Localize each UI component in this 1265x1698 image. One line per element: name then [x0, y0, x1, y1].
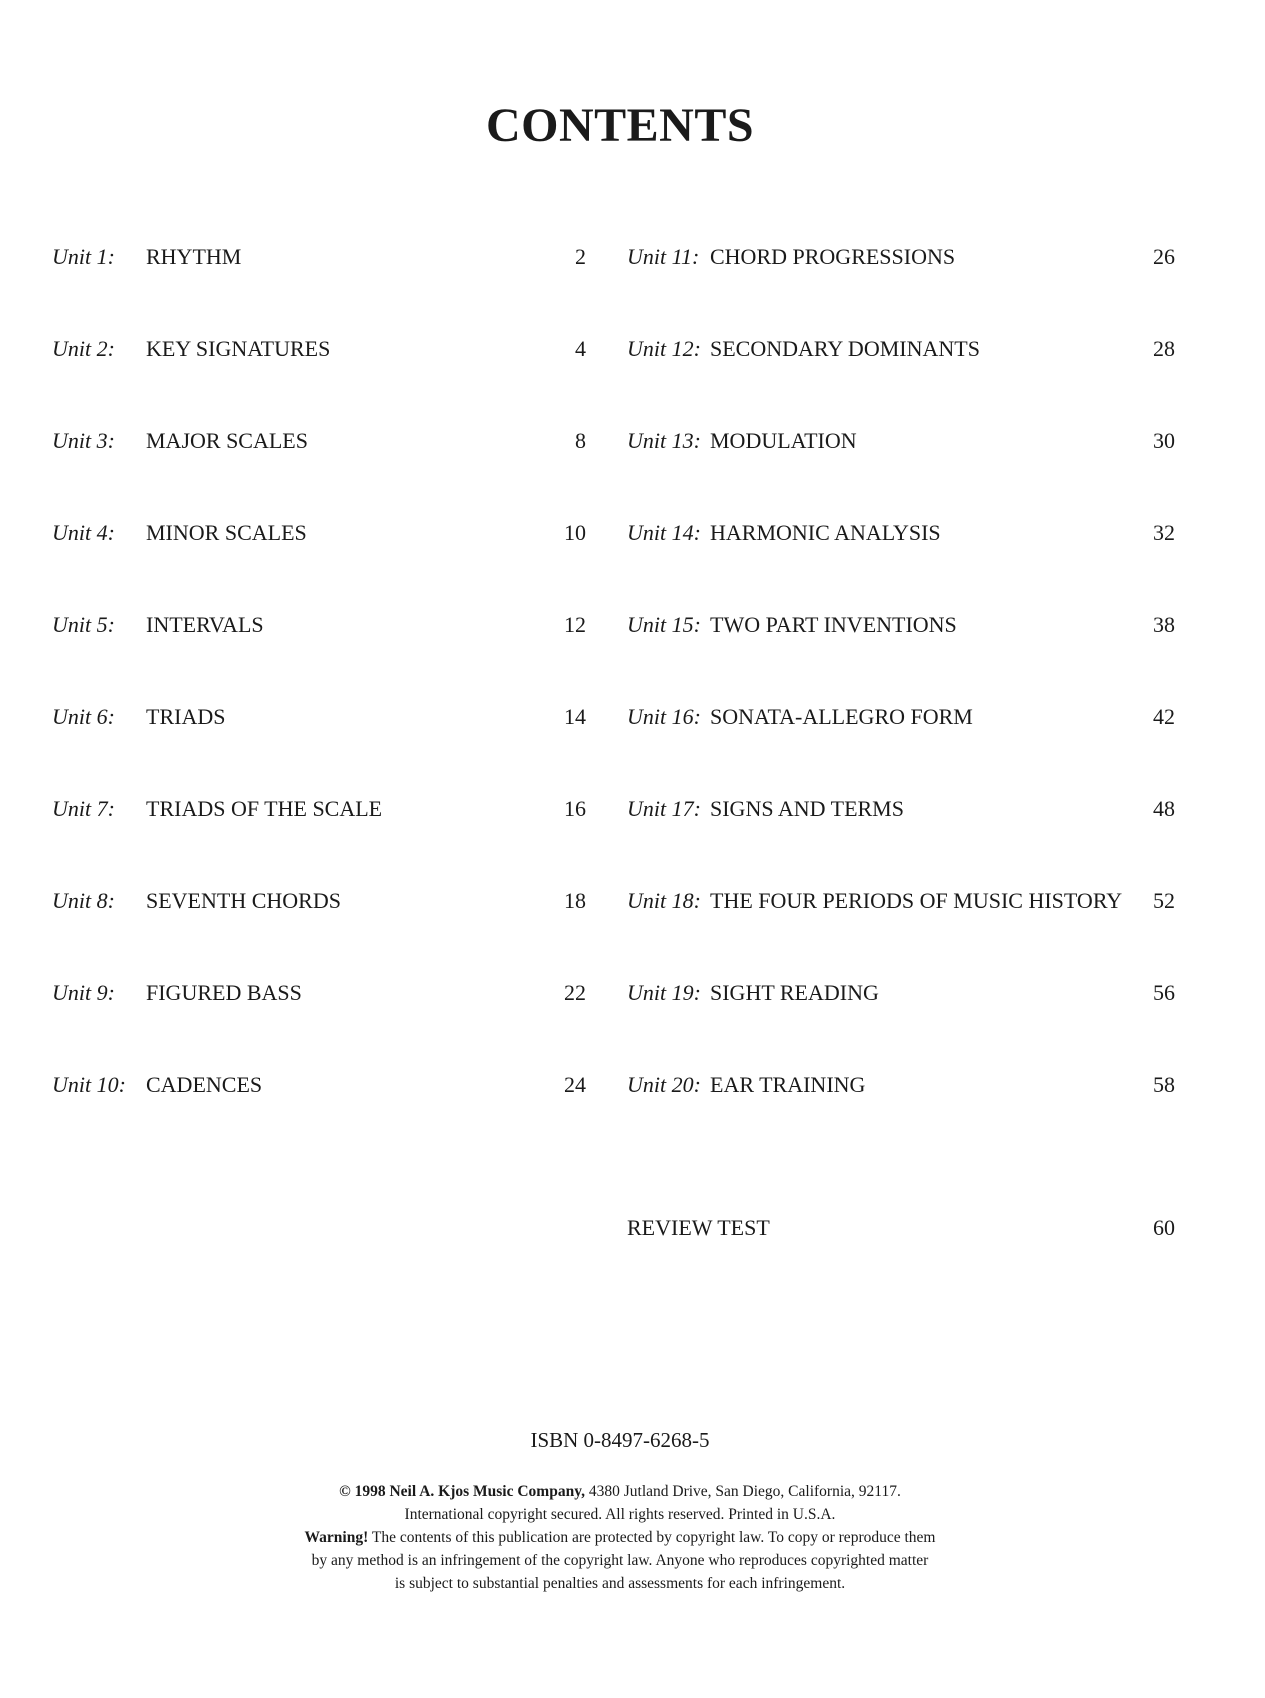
unit-title: KEY SIGNATURES	[146, 336, 331, 361]
page-number: 58	[1153, 1072, 1175, 1097]
page-number: 32	[1153, 520, 1175, 545]
toc-entry[interactable]	[627, 1072, 1175, 1164]
unit-title: MAJOR SCALES	[146, 428, 308, 453]
unit-title: HARMONIC ANALYSIS	[710, 520, 941, 545]
copyright-line-5: is subject to substantial penalties and assessments for each infringement.	[394, 1575, 846, 1592]
unit-label: Unit 6:	[52, 704, 115, 729]
page-number: 10	[564, 520, 586, 545]
unit-label: Unit 14:	[627, 520, 701, 545]
page-number: 24	[564, 1072, 586, 1097]
page-number: 22	[564, 980, 586, 1005]
unit-label: Unit 4:	[52, 520, 115, 545]
page-number: 30	[1153, 428, 1175, 453]
toc-entry[interactable]	[627, 244, 1175, 336]
unit-title: CADENCES	[146, 1072, 263, 1097]
page-number: 4	[575, 336, 586, 361]
page-number: 28	[1153, 336, 1175, 361]
toc-entry[interactable]	[52, 520, 586, 612]
warning-text: The contents of this publication are protected by copyright law. To copy or reproduce them	[368, 1529, 936, 1546]
unit-title: TWO PART INVENTIONS	[710, 612, 957, 637]
toc-entry[interactable]	[52, 336, 586, 428]
unit-title: SIGNS AND TERMS	[710, 796, 904, 821]
page-number: 48	[1153, 796, 1175, 821]
page-number: 38	[1153, 612, 1175, 637]
toc-entry[interactable]	[627, 888, 1175, 980]
toc-entry[interactable]	[52, 612, 586, 704]
unit-title: CHORD PROGRESSIONS	[710, 244, 956, 269]
unit-label: Unit 3:	[52, 428, 115, 453]
unit-title: SECONDARY DOMINANTS	[710, 336, 980, 361]
unit-label: Unit 11:	[627, 244, 700, 269]
toc-entry[interactable]	[627, 704, 1175, 796]
unit-label: Unit 20:	[627, 1072, 701, 1097]
unit-label: Unit 19:	[627, 980, 701, 1005]
toc-entry[interactable]	[627, 980, 1175, 1072]
page-number: 16	[564, 796, 586, 821]
page-number: 42	[1153, 704, 1175, 729]
warning-label: Warning!	[304, 1529, 369, 1546]
toc-entry-review-test[interactable]	[627, 1215, 1175, 1245]
unit-title: EAR TRAINING	[710, 1072, 866, 1097]
page-number: 26	[1153, 244, 1175, 269]
copyright-line-1	[0, 1480, 1240, 1503]
toc-entry[interactable]	[52, 1072, 586, 1164]
publisher-address: 4380 Jutland Drive, San Diego, California, 92117.	[584, 1483, 901, 1500]
unit-label: Unit 13:	[627, 428, 701, 453]
unit-title: SIGHT READING	[710, 980, 879, 1005]
page-number: 8	[575, 428, 586, 453]
unit-title: SEVENTH CHORDS	[146, 888, 341, 913]
unit-label: Unit 17:	[627, 796, 701, 821]
toc-entry[interactable]	[52, 704, 586, 796]
warning-line	[0, 1526, 1240, 1549]
review-test-label: REVIEW TEST	[627, 1215, 770, 1240]
toc-entry[interactable]	[627, 612, 1175, 704]
unit-title: RHYTHM	[146, 244, 242, 269]
page-number: 56	[1153, 980, 1175, 1005]
isbn: ISBN 0-8497-6268-5	[530, 1428, 710, 1452]
toc-entry[interactable]	[52, 244, 586, 336]
unit-title: MODULATION	[710, 428, 857, 453]
toc-entry[interactable]	[52, 796, 586, 888]
toc-entry[interactable]	[52, 980, 586, 1072]
unit-label: Unit 10:	[52, 1072, 126, 1097]
unit-title: INTERVALS	[146, 612, 264, 637]
unit-label: Unit 7:	[52, 796, 115, 821]
unit-title: TRIADS OF THE SCALE	[146, 796, 383, 821]
page-number: 60	[1153, 1215, 1175, 1240]
unit-title: MINOR SCALES	[146, 520, 307, 545]
unit-label: Unit 1:	[52, 244, 115, 269]
unit-label: Unit 15:	[627, 612, 701, 637]
unit-title: THE FOUR PERIODS OF MUSIC HISTORY	[710, 888, 1123, 913]
page-number: 12	[564, 612, 586, 637]
copyright-line-4: by any method is an infringement of the copyright law. Anyone who reproduces copyrighted matter	[311, 1552, 929, 1569]
unit-label: Unit 18:	[627, 888, 701, 913]
toc-left-column	[52, 244, 586, 1164]
toc-entry[interactable]	[627, 796, 1175, 888]
page-number: 52	[1153, 888, 1175, 913]
toc-entry[interactable]	[627, 336, 1175, 428]
copyright-line-2: International copyright secured. All rights reserved. Printed in U.S.A.	[404, 1506, 836, 1523]
unit-label: Unit 8:	[52, 888, 115, 913]
unit-label: Unit 2:	[52, 336, 115, 361]
page-title: CONTENTS	[485, 99, 755, 152]
toc-entry[interactable]	[52, 888, 586, 980]
unit-title: SONATA-ALLEGRO FORM	[710, 704, 973, 729]
unit-label: Unit 16:	[627, 704, 701, 729]
copyright-holder: © 1998 Neil A. Kjos Music Company,	[339, 1483, 585, 1500]
copyright-notice	[0, 1480, 1240, 1595]
toc-right-column	[627, 244, 1175, 1164]
unit-title: TRIADS	[146, 704, 226, 729]
page-number: 2	[575, 244, 586, 269]
toc-entry[interactable]	[52, 428, 586, 520]
unit-label: Unit 5:	[52, 612, 115, 637]
toc-entry[interactable]	[627, 428, 1175, 520]
unit-label: Unit 9:	[52, 980, 115, 1005]
unit-title: FIGURED BASS	[146, 980, 302, 1005]
unit-label: Unit 12:	[627, 336, 701, 361]
page-number: 14	[564, 704, 586, 729]
page-number: 18	[564, 888, 586, 913]
toc-entry[interactable]	[627, 520, 1175, 612]
